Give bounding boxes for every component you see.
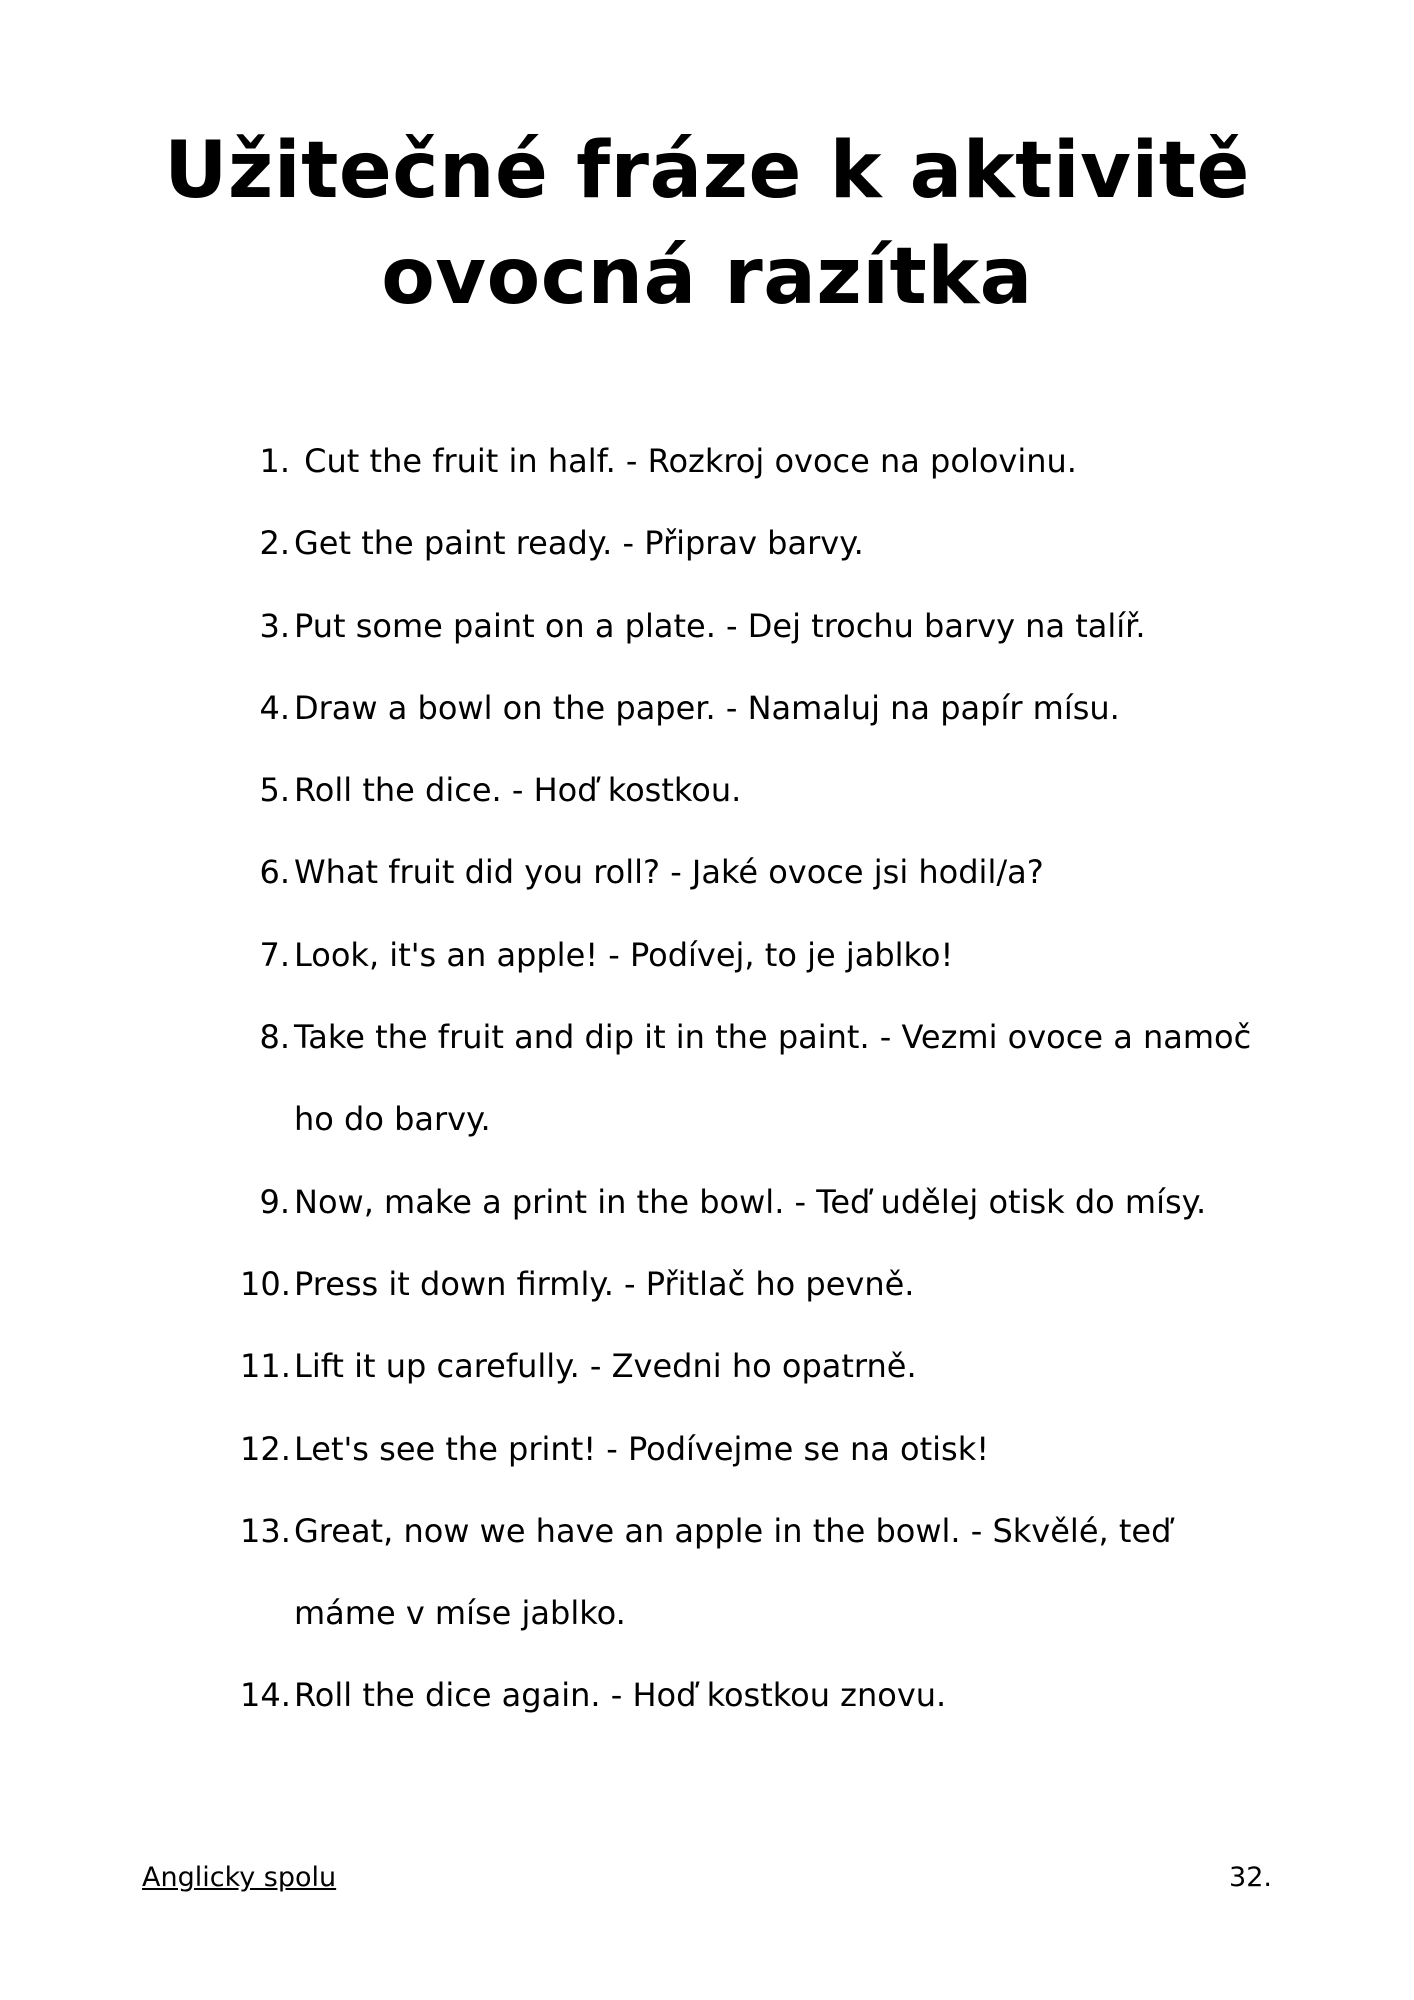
item-text: Draw a bowl on the paper. - Namaluj na papír mísu. <box>294 688 1120 727</box>
item-text: Roll the dice. - Hoď kostkou. <box>294 771 742 810</box>
item-text: Press it down firmly. - Přitlač ho pevně. <box>294 1264 915 1303</box>
item-text: Roll the dice again. - Hoď kostkou znovu. <box>294 1676 947 1715</box>
list-item <box>240 1161 1260 1243</box>
item-number: 2. <box>259 524 290 563</box>
item-text: Cut the fruit in half. - Rozkroj ovoce na polovinu. <box>294 442 1077 480</box>
item-number: 11. <box>240 1347 291 1386</box>
item-text: Great, now we have an apple in the bowl. - Skvělé, teď máme v míse jablko. <box>294 1511 1172 1633</box>
item-number: 7. <box>259 935 290 974</box>
item-number: 8. <box>259 1018 290 1057</box>
item-number: 14. <box>240 1676 291 1715</box>
list-item <box>240 749 1260 831</box>
item-text: Now, make a print in the bowl. - Teď udělej otisk do mísy. <box>294 1182 1207 1221</box>
item-number: 1. <box>259 442 290 480</box>
item-number: 6. <box>259 853 290 892</box>
list-item <box>240 585 1260 667</box>
list-item <box>240 667 1260 749</box>
item-text: Put some paint on a plate. - Dej trochu barvy na talíř. <box>294 606 1146 645</box>
item-number: 3. <box>259 606 290 645</box>
list-item <box>240 914 1260 996</box>
item-number: 5. <box>259 771 290 810</box>
phrase-list <box>240 420 1260 1737</box>
item-number: 12. <box>240 1429 291 1468</box>
list-item <box>240 1243 1260 1325</box>
item-number: 4. <box>259 688 290 727</box>
list-item <box>240 1408 1260 1490</box>
page-title-line-1: Užitečné fráze k aktivitě <box>164 126 1250 216</box>
page-title-line-2: ovocná razítka <box>381 232 1033 322</box>
list-item <box>240 996 1260 1161</box>
page-number: 32. <box>1229 1862 1272 1893</box>
item-text: What fruit did you roll? - Jaké ovoce jsi hodil/a? <box>294 853 1044 892</box>
footer-link[interactable]: Anglicky spolu <box>142 1862 337 1893</box>
list-item <box>240 502 1260 584</box>
list-item <box>240 420 1260 502</box>
page-title <box>0 118 1414 330</box>
item-number: 13. <box>240 1511 291 1550</box>
item-text: Look, it's an apple! - Podívej, to je jablko! <box>294 935 954 974</box>
list-item <box>240 1490 1260 1655</box>
list-item <box>240 1325 1260 1407</box>
list-item <box>240 831 1260 913</box>
item-number: 9. <box>259 1182 290 1221</box>
list-item <box>240 1654 1260 1736</box>
item-number: 10. <box>240 1264 291 1303</box>
item-text: Get the paint ready. - Připrav barvy. <box>294 524 864 563</box>
item-text: Let's see the print! - Podívejme se na otisk! <box>294 1429 990 1468</box>
item-text: Lift it up carefully. - Zvedni ho opatrně. <box>294 1347 917 1386</box>
item-text: Take the fruit and dip it in the paint. - Vezmi ovoce a namoč ho do barvy. <box>294 1018 1252 1139</box>
